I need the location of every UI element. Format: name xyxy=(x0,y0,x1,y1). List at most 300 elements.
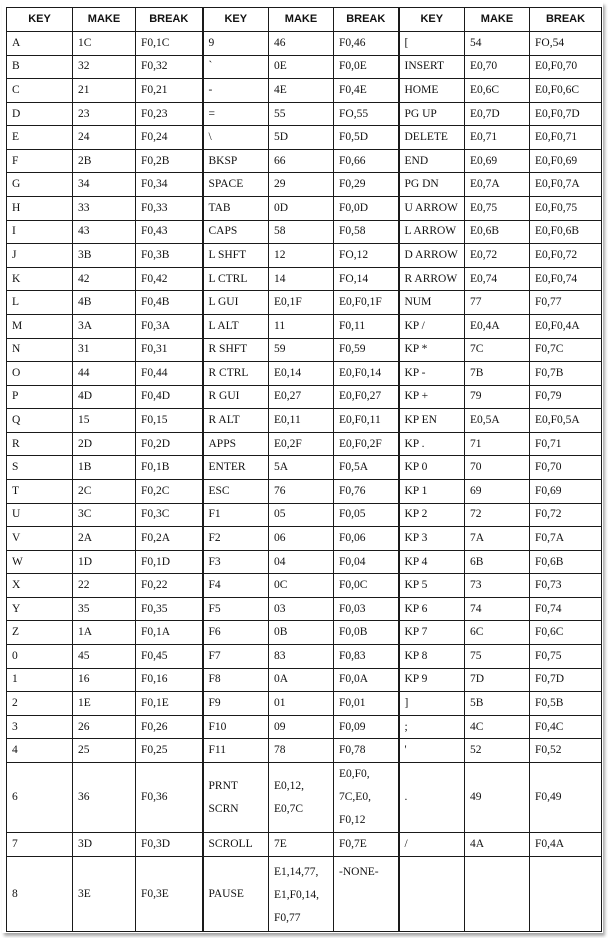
break-text: F0,34 xyxy=(141,178,168,191)
cell-make xyxy=(73,314,136,338)
cell-break xyxy=(334,338,399,362)
cell-key xyxy=(7,668,73,692)
cell-key xyxy=(7,314,73,338)
make-text: E0,72 xyxy=(470,248,498,261)
cell-make xyxy=(73,715,136,739)
cell-key xyxy=(203,173,269,197)
cell-key xyxy=(7,244,73,268)
cell-break xyxy=(334,102,399,126)
table-row xyxy=(7,314,602,338)
table-row xyxy=(7,126,602,150)
key-text: HOME xyxy=(404,83,439,96)
make-text: 0A xyxy=(274,673,289,686)
table-row xyxy=(7,621,602,645)
table-row xyxy=(7,479,602,503)
make-text: 44 xyxy=(78,366,90,379)
cell-key xyxy=(399,857,465,932)
key-text: PG UP xyxy=(404,107,437,120)
key-text: SPACE xyxy=(208,178,244,191)
cell-break xyxy=(334,574,399,598)
cell-break xyxy=(530,126,602,150)
break-text: F0,1E xyxy=(141,696,169,709)
break-text: F0,7B xyxy=(535,366,564,379)
cell-break xyxy=(136,597,203,621)
table-row xyxy=(7,385,602,409)
table-row xyxy=(7,833,602,857)
make-text: 14 xyxy=(274,272,286,285)
cell-key xyxy=(7,574,73,598)
cell-make xyxy=(269,715,334,739)
cell-key xyxy=(203,126,269,150)
cell-break xyxy=(334,267,399,291)
key-text: L GUI xyxy=(208,296,239,309)
break-text: F0,79 xyxy=(535,390,562,403)
cell-break xyxy=(334,314,399,338)
table-row xyxy=(7,267,602,291)
break-text: F0,2B xyxy=(141,154,170,167)
make-text: 72 xyxy=(470,508,482,521)
key-text: KP - xyxy=(404,366,426,379)
cell-break xyxy=(136,692,203,716)
cell-make xyxy=(73,267,136,291)
key-text: = xyxy=(208,107,215,120)
cell-break xyxy=(136,362,203,386)
cell-break xyxy=(136,267,203,291)
break-text: F0,6B xyxy=(535,555,564,568)
make-text: 5D xyxy=(274,131,289,144)
cell-break xyxy=(136,291,203,315)
cell-key xyxy=(399,149,465,173)
cell-make xyxy=(73,762,136,832)
make-text: 36 xyxy=(78,791,90,804)
break-text: E0,F0,70 xyxy=(535,60,578,73)
make-text: 46 xyxy=(274,36,286,49)
make-text: E0,4A xyxy=(470,319,500,332)
break-text: F0,76 xyxy=(339,484,366,497)
cell-key xyxy=(7,409,73,433)
break-text: F0,7A xyxy=(535,531,565,544)
key-text: \ xyxy=(208,131,212,144)
cell-break xyxy=(530,314,602,338)
cell-key xyxy=(203,833,269,857)
break-text: F0,1A xyxy=(141,626,171,639)
cell-key xyxy=(203,739,269,763)
cell-make xyxy=(465,503,530,527)
cell-make xyxy=(269,479,334,503)
cell-make xyxy=(73,645,136,669)
break-text: F0,73 xyxy=(535,579,562,592)
break-text: F0,5D xyxy=(339,131,369,144)
cell-make xyxy=(465,244,530,268)
make-text: 83 xyxy=(274,649,286,662)
break-text: F0,04 xyxy=(339,555,366,568)
cell-make xyxy=(465,715,530,739)
cell-make xyxy=(269,550,334,574)
make-text: 24 xyxy=(78,131,90,144)
cell-make xyxy=(269,220,334,244)
break-text: F0,29 xyxy=(339,178,366,191)
break-text: F0,26 xyxy=(141,720,168,733)
key-text: B xyxy=(12,60,20,73)
cell-make xyxy=(73,432,136,456)
key-text: D ARROW xyxy=(404,248,458,261)
table-row xyxy=(7,692,602,716)
cell-make xyxy=(269,692,334,716)
cell-break xyxy=(334,715,399,739)
cell-break xyxy=(136,715,203,739)
key-text: T xyxy=(12,484,20,497)
cell-key xyxy=(399,173,465,197)
make-text: E0,70 xyxy=(470,60,498,73)
key-text: Q xyxy=(12,414,21,427)
cell-break xyxy=(136,527,203,551)
cell-break xyxy=(136,739,203,763)
key-text: G xyxy=(12,178,21,191)
make-text: 33 xyxy=(78,201,90,214)
break-text: F0,0D xyxy=(339,201,369,214)
cell-key xyxy=(203,597,269,621)
cell-make xyxy=(465,79,530,103)
make-text: 78 xyxy=(274,744,286,757)
make-text: 7D xyxy=(470,673,485,686)
cell-break xyxy=(334,385,399,409)
key-text: F11 xyxy=(208,744,226,757)
make-text: 70 xyxy=(470,461,482,474)
cell-break xyxy=(530,668,602,692)
cell-make xyxy=(269,338,334,362)
make-text: 5A xyxy=(274,461,289,474)
cell-break xyxy=(334,173,399,197)
cell-key xyxy=(7,338,73,362)
make-text: 0E xyxy=(274,60,287,73)
break-text: E0,F0,6C xyxy=(535,83,580,96)
make-text: 0D xyxy=(274,201,289,214)
cell-break xyxy=(334,409,399,433)
cell-key xyxy=(399,220,465,244)
table-row xyxy=(7,55,602,79)
cell-key xyxy=(399,692,465,716)
break-text: F0,77 xyxy=(535,296,562,309)
cell-break xyxy=(334,432,399,456)
cell-break xyxy=(530,621,602,645)
cell-key xyxy=(399,645,465,669)
cell-break xyxy=(136,126,203,150)
key-text: P xyxy=(12,390,19,403)
cell-break xyxy=(334,32,399,56)
cell-make xyxy=(269,597,334,621)
cell-break xyxy=(334,362,399,386)
make-text: 3E xyxy=(78,887,91,900)
make-text: 3C xyxy=(78,508,92,521)
cell-make xyxy=(269,833,334,857)
key-text: I xyxy=(12,225,16,238)
make-text: 54 xyxy=(470,36,482,49)
cell-break xyxy=(530,645,602,669)
cell-make xyxy=(73,55,136,79)
key-text: 9 xyxy=(208,36,215,49)
make-text: 12 xyxy=(274,248,286,261)
cell-break xyxy=(334,645,399,669)
cell-key xyxy=(399,102,465,126)
break-text: FO,54 xyxy=(535,36,565,49)
cell-break xyxy=(136,409,203,433)
cell-break xyxy=(334,291,399,315)
cell-make xyxy=(465,291,530,315)
table-row xyxy=(7,173,602,197)
cell-make xyxy=(73,244,136,268)
break-text: F0,32 xyxy=(141,60,168,73)
cell-key xyxy=(399,432,465,456)
key-text: L SHFT xyxy=(208,248,247,261)
cell-break xyxy=(136,149,203,173)
cell-make xyxy=(465,621,530,645)
cell-key xyxy=(203,79,269,103)
cell-break xyxy=(334,197,399,221)
cell-key xyxy=(203,409,269,433)
make-text: 09 xyxy=(274,720,286,733)
cell-make xyxy=(465,432,530,456)
cell-make xyxy=(465,102,530,126)
cell-break xyxy=(334,692,399,716)
key-text: TAB xyxy=(208,201,231,214)
key-text: ] xyxy=(404,696,409,709)
make-text: 66 xyxy=(274,154,286,167)
cell-break xyxy=(136,503,203,527)
break-text: F0,72 xyxy=(535,508,562,521)
break-text: F0,7C xyxy=(535,343,564,356)
cell-break xyxy=(334,220,399,244)
key-text: F6 xyxy=(208,626,221,639)
key-text: F9 xyxy=(208,696,221,709)
cell-key xyxy=(203,244,269,268)
cell-key xyxy=(203,385,269,409)
cell-make xyxy=(73,126,136,150)
cell-break xyxy=(530,244,602,268)
key-text: KP 2 xyxy=(404,508,428,521)
break-text: F0,59 xyxy=(339,343,366,356)
cell-key xyxy=(7,432,73,456)
cell-break xyxy=(530,527,602,551)
key-text: F10 xyxy=(208,720,227,733)
key-text: KP * xyxy=(404,343,428,356)
header-make: MAKE xyxy=(73,8,136,32)
cell-key xyxy=(399,197,465,221)
table-row xyxy=(7,409,602,433)
key-text: [ xyxy=(404,36,409,49)
key-text: R ALT xyxy=(208,414,240,427)
cell-key xyxy=(203,762,269,832)
cell-break xyxy=(530,550,602,574)
make-text: 77 xyxy=(470,296,482,309)
key-text: KP 1 xyxy=(404,484,428,497)
cell-break xyxy=(136,79,203,103)
cell-break xyxy=(136,55,203,79)
table-row xyxy=(7,456,602,480)
break-text: F0,83 xyxy=(339,649,366,662)
cell-break xyxy=(334,527,399,551)
cell-break xyxy=(334,55,399,79)
cell-make xyxy=(269,79,334,103)
cell-make xyxy=(465,762,530,832)
key-text: V xyxy=(12,531,21,544)
cell-break xyxy=(136,32,203,56)
make-text: 4E xyxy=(274,83,287,96)
cell-break xyxy=(530,739,602,763)
cell-break xyxy=(334,149,399,173)
cell-key xyxy=(7,739,73,763)
cell-make xyxy=(73,102,136,126)
cell-key xyxy=(203,267,269,291)
cell-break xyxy=(136,197,203,221)
table-row xyxy=(7,715,602,739)
make-text: 4B xyxy=(78,296,92,309)
cell-make xyxy=(465,267,530,291)
cell-make xyxy=(465,385,530,409)
cell-key xyxy=(7,126,73,150)
cell-break xyxy=(334,668,399,692)
break-text: F0,44 xyxy=(141,366,168,379)
table-row xyxy=(7,550,602,574)
cell-break xyxy=(334,503,399,527)
cell-break xyxy=(530,409,602,433)
table-row xyxy=(7,244,602,268)
cell-key xyxy=(203,456,269,480)
cell-break xyxy=(136,762,203,832)
break-text: F0,15 xyxy=(141,414,168,427)
table-row xyxy=(7,597,602,621)
cell-key xyxy=(7,362,73,386)
cell-make xyxy=(465,32,530,56)
cell-key xyxy=(7,79,73,103)
cell-make xyxy=(73,173,136,197)
break-text: F0,09 xyxy=(339,720,366,733)
key-text: D xyxy=(12,107,21,120)
make-text: 04 xyxy=(274,555,286,568)
break-text: E0,F0, 7C,E0, F0,12 xyxy=(339,768,371,827)
break-text: E0,F0,11 xyxy=(339,414,381,427)
cell-key xyxy=(203,102,269,126)
make-text: 23 xyxy=(78,107,90,120)
make-text: E0,2F xyxy=(274,437,302,450)
key-text: S xyxy=(12,461,19,474)
cell-make xyxy=(269,456,334,480)
make-text: 1C xyxy=(78,36,92,49)
header-row xyxy=(7,8,602,32)
key-text: BKSP xyxy=(208,154,238,167)
key-text: SCROLL xyxy=(208,838,253,851)
cell-key xyxy=(7,55,73,79)
key-text: L CTRL xyxy=(208,272,248,285)
make-text: 4A xyxy=(470,838,485,851)
cell-key xyxy=(399,621,465,645)
break-text: F0,43 xyxy=(141,225,168,238)
cell-key xyxy=(399,409,465,433)
cell-key xyxy=(7,503,73,527)
break-text: F0,36 xyxy=(141,791,168,804)
key-text: R xyxy=(12,437,20,450)
cell-key xyxy=(203,55,269,79)
break-text: F0,23 xyxy=(141,107,168,120)
cell-key xyxy=(399,715,465,739)
cell-key xyxy=(203,314,269,338)
table-row xyxy=(7,362,602,386)
key-text: L ARROW xyxy=(404,225,457,238)
break-text: FO,12 xyxy=(339,248,369,261)
break-text: F0,3A xyxy=(141,319,171,332)
key-text: KP 3 xyxy=(404,531,428,544)
key-text: W xyxy=(12,555,23,568)
cell-make xyxy=(73,197,136,221)
cell-break xyxy=(136,645,203,669)
cell-make xyxy=(269,32,334,56)
make-text: E0,12, E0,7C xyxy=(274,779,305,815)
break-text: E0,F0,27 xyxy=(339,390,382,403)
cell-break xyxy=(334,244,399,268)
cell-break xyxy=(136,574,203,598)
make-text: E0,6C xyxy=(470,83,500,96)
make-text: 22 xyxy=(78,579,90,592)
cell-make xyxy=(73,527,136,551)
break-text: F0,0C xyxy=(339,579,368,592)
cell-make xyxy=(269,574,334,598)
make-text: 3B xyxy=(78,248,92,261)
break-text: F0,31 xyxy=(141,343,168,356)
key-text: J xyxy=(12,248,17,261)
break-text: F0,25 xyxy=(141,744,168,757)
break-text: F0,2C xyxy=(141,484,170,497)
table-row xyxy=(7,291,602,315)
make-text: 59 xyxy=(274,343,286,356)
cell-make xyxy=(465,574,530,598)
break-text: F0,33 xyxy=(141,201,168,214)
make-text: 69 xyxy=(470,484,482,497)
cell-break xyxy=(136,456,203,480)
break-text: F0,1C xyxy=(141,36,170,49)
cell-key xyxy=(7,762,73,832)
cell-key xyxy=(203,149,269,173)
cell-make xyxy=(465,409,530,433)
break-text: F0,0A xyxy=(339,673,369,686)
cell-key xyxy=(7,197,73,221)
cell-break xyxy=(136,857,203,932)
document-frame xyxy=(2,2,603,933)
key-text: L xyxy=(12,296,20,309)
make-text: 45 xyxy=(78,649,90,662)
cell-make xyxy=(73,291,136,315)
cell-make xyxy=(465,149,530,173)
make-text: 16 xyxy=(78,673,90,686)
cell-key xyxy=(7,645,73,669)
cell-key xyxy=(203,503,269,527)
make-text: 7E xyxy=(274,838,287,851)
cell-break xyxy=(334,833,399,857)
table-row xyxy=(7,668,602,692)
key-text: KP 4 xyxy=(404,555,428,568)
cell-make xyxy=(73,409,136,433)
cell-key xyxy=(7,267,73,291)
cell-break xyxy=(136,338,203,362)
cell-break xyxy=(530,291,602,315)
cell-break xyxy=(136,550,203,574)
key-text: 3 xyxy=(12,720,18,733)
key-text: O xyxy=(12,366,21,379)
make-text: E1,14,77, E1,F0,14, F0,77 xyxy=(274,866,320,925)
break-text: F0,7E xyxy=(339,838,367,851)
key-text: 2 xyxy=(12,696,18,709)
break-text: F0,05 xyxy=(339,508,366,521)
break-text: F0,45 xyxy=(141,649,168,662)
break-text: F0,4B xyxy=(141,296,170,309)
